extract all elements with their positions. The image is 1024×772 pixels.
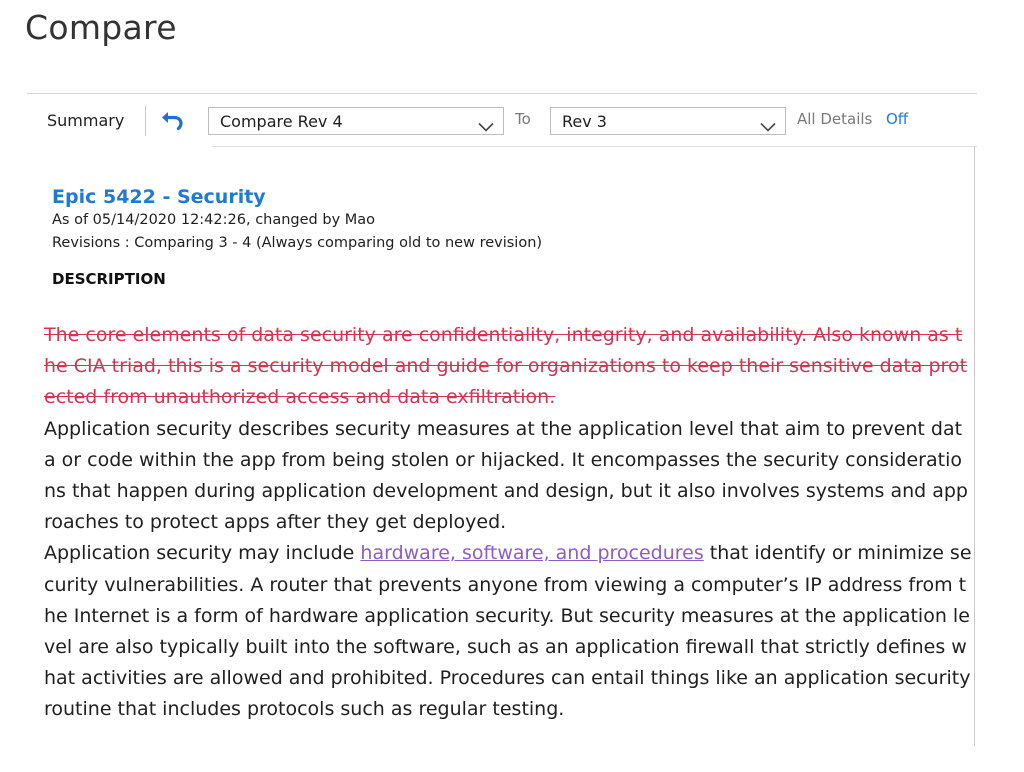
compare-toolbar bbox=[27, 94, 977, 146]
to-label: To bbox=[515, 110, 531, 128]
paragraph-text: Application security may include bbox=[44, 542, 361, 565]
content-border bbox=[974, 146, 975, 746]
description-paragraph: Application security describes security measures at the application level that aim to prevent data or code within the app from being stolen or hijacked. It encompasses the security considerations that happen during application development and design, but it also involves systems and approaches to protect apps after they get deployed. bbox=[44, 417, 968, 534]
work-item-header bbox=[52, 186, 972, 288]
compare-to-select[interactable] bbox=[550, 107, 786, 135]
toolbar-divider bbox=[212, 146, 977, 147]
description-body bbox=[44, 320, 972, 726]
all-details-toggle[interactable]: Off bbox=[886, 110, 909, 128]
all-details-label: All Details bbox=[797, 110, 873, 128]
work-item-title-link[interactable]: Epic 5422 - Security bbox=[52, 186, 266, 208]
description-paragraph bbox=[44, 538, 972, 725]
paragraph-text: that identify or minimize security vulnerabilities. A router that prevents anyone from viewing a computer’s IP address from the Internet is a form of hardware application security. But security measures at the application level are also typically built into the software, such as an application firewall that strictly defines what activities are allowed and prohibited. Procedures can entail things like an application security routine that includes protocols such as regular testing. bbox=[44, 542, 972, 721]
as-of-line: As of 05/14/2020 12:42:26, changed by Mao bbox=[52, 212, 376, 228]
chevron-down-icon bbox=[478, 117, 494, 127]
page-title: Compare bbox=[25, 8, 177, 47]
undo-icon[interactable] bbox=[159, 106, 187, 132]
revisions-line: Revisions : Comparing 3 - 4 (Always comparing old to new revision) bbox=[52, 235, 543, 251]
description-heading: DESCRIPTION bbox=[52, 270, 166, 288]
toolbar-separator bbox=[145, 106, 146, 136]
deleted-text: The core elements of data security are confidentiality, integrity, and availability. Also known as the CIA triad, this is a security model and guide for organizations to keep their sensitive data protected from unauthorized access and data exfiltration. bbox=[44, 324, 968, 409]
compare-from-select[interactable] bbox=[208, 107, 504, 135]
compare-from-value: Compare Rev 4 bbox=[220, 112, 343, 131]
summary-button[interactable]: Summary bbox=[47, 111, 125, 130]
compare-to-value: Rev 3 bbox=[562, 112, 607, 131]
chevron-down-icon bbox=[760, 117, 776, 127]
procedures-link[interactable]: hardware, software, and procedures bbox=[360, 542, 704, 565]
